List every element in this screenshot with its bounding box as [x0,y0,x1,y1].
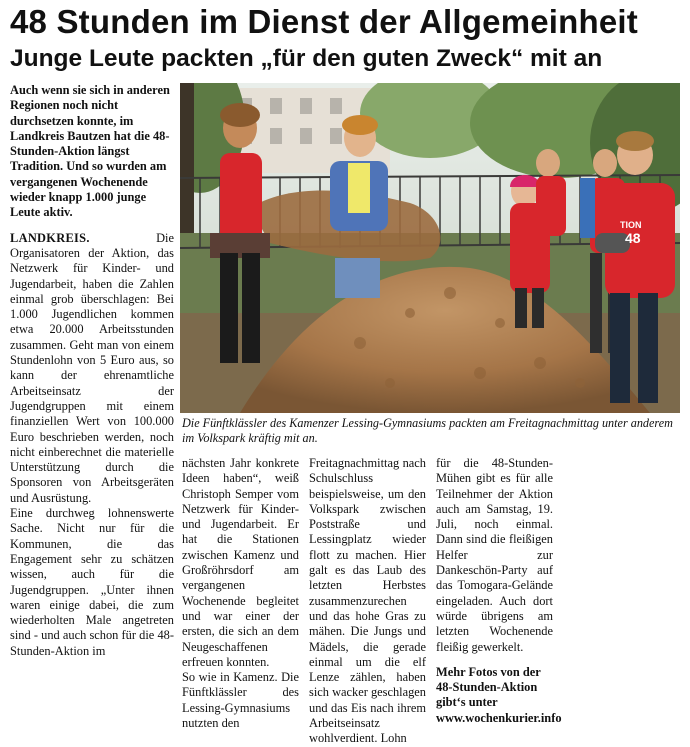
col4-paragraph-1: für die 48-Stunden-Mühen gibt es für alle Teilnehmer der Aktion auch am Samstag, 19. Juli, noch einmal. Dann sind die fleißigen Helfer zur Dankeschön-Party auf das Tomogara-Gelände eingeladen. Auch dort würde übrigens am letzten Wochenende fleißig gewerkelt. [436,456,553,654]
body-paragraph-1 [10,231,174,506]
left-body [10,231,174,659]
photo-illustration [180,83,680,413]
dateline: LANDKREIS. [10,230,90,245]
column-2 [182,456,299,731]
column-3 [309,456,426,746]
headline: 48 Stunden im Dienst der Allgemeinheit [10,3,638,40]
col2-paragraph-2: So wie in Kamenz. Die Fünftklässler des Lessing-Gymnasiums nutzten den [182,670,299,731]
col2-paragraph-1: nächsten Jahr konkrete Ideen haben“, weiß Christoph Semper vom Netzwerk für Kinder- und Jugendarbeit. Er hat die Stationen zwischen Kamenz und Großröhrsdorf am vergangenen Wochenende begleitet und war einer der ersten, die sich an dem Neugeschaffenen erfreuen konnten. [182,456,299,669]
lead-paragraph: Auch wenn sie sich in anderen Regionen noch nicht durchsetzen konnte, im Landkreis Bautzen hat die 48-Stunden-Aktion längst Tradition. Und so wurden am vergangenen Wochenende wieder knapp 1.000 junge Leute aktiv. [10,83,170,220]
body-paragraph-1-text: Die Organisatoren der Aktion, das Netzwerk für Kinder- und Jugendarbeit, haben die Zahlen einmal grob überschlagen: Bei 1.000 Jugendlichen kommen etwa 20.000 Arbeitsstunden zusammen. Geht man von einem Stundenlohn von 5 Euro aus, so kann der ehrenamtliche Arbeitseinsatz der Jugendgruppen mit einem finanziellen Wert von 100.000 Euro beschrieben werden, noch nicht einberechnet die materielle Unterstützung durch die Sponsoren von Arbeitsgeräten und Ausrüstung. [10,230,174,505]
subheadline: Junge Leute packten „für den guten Zweck“ mit an [10,45,603,72]
col3-paragraph-1: Freitagnachmittag nach Schulschluss beispielsweise, um den Volkspark zwischen Poststraße und Lessingplatz wieder flott zu machen. Hier galt es das Laub des letzten Herbstes zusammenzurechen und das hohe Gras zu mähen. Die Jungs und Mädels, die gerade einmal um die elf Lenze zählen, haben sich wacker geschlagen und das Eis nach ihrem Arbeitseinsatz wohlverdient. Lohn [309,456,426,746]
lower-columns [182,456,680,746]
body-paragraph-2: Eine durchweg lohnenswerte Sache. Nicht nur für die Kommunen, die das Engagement sehr zu schätzen wissen, auch für die Jugendgruppen. „Unter ihnen waren einige dabei, die zum wiederholten Male angetreten sind - und auch schon für die 48-Stunden-Aktion im [10,506,174,658]
shirt-text: 48 [625,230,641,246]
article-photo [180,83,680,413]
column-4 [436,456,562,725]
photo-caption: Die Fünftklässler des Kamenzer Lessing-Gymnasiums packten am Freitagnachmittag unter anderem im Volkspark kräftig mit an. [182,416,673,445]
more-photos-note: Mehr Fotos von der 48-Stunden-Aktion gibt‘s unter www.wochenkurier.info [436,664,562,725]
shirt-text-small: TION [620,220,642,230]
left-column [10,83,174,659]
